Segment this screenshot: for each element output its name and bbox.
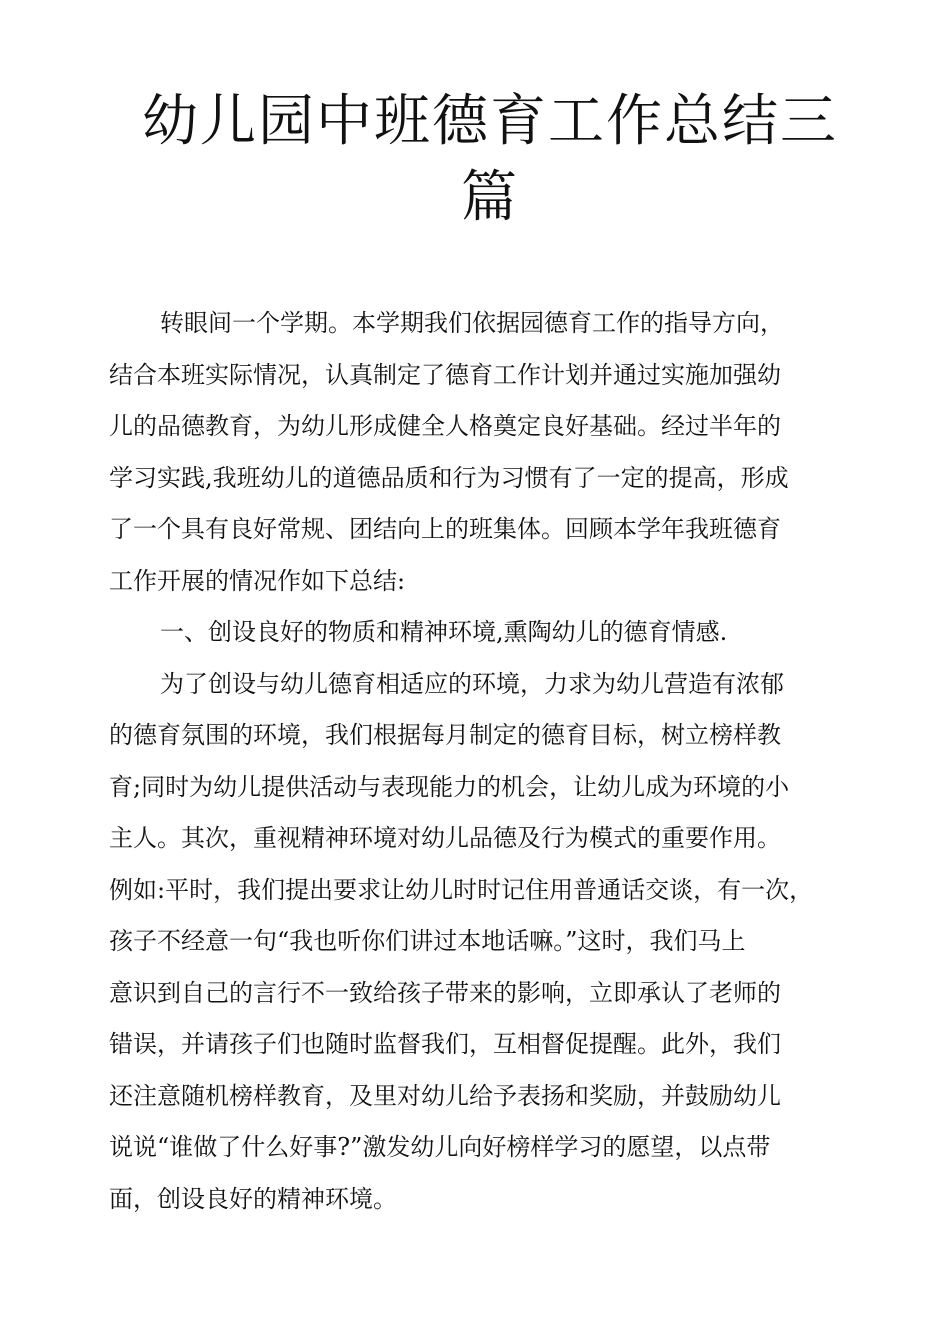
text-line: 儿的品德教育，为幼儿形成健全人格奠定良好基础。经过半年的 [109, 412, 781, 440]
document-body [109, 298, 861, 1225]
section-heading: 一、创设良好的物质和精神环境,熏陶幼儿的德育情感. [160, 618, 728, 646]
text-line: 育;同时为幼儿提供活动与表现能力的机会，让幼儿成为环境的小 [109, 772, 790, 801]
text-line: 的德育氛围的环境，我们根据每月制定的德育目标，树立榜样教 [109, 721, 781, 749]
text-line: 了一个具有良好常规、团结向上的班集体。回顾本学年我班德育 [109, 515, 781, 543]
text-line: 面，创设良好的精神环境。 [109, 1184, 397, 1213]
text-line: 还注意随机榜样教育，及里对幼儿给予表扬和奖励，并鼓励幼儿 [109, 1081, 781, 1110]
text-line: 转眼间一个学期。本学期我们依据园德育工作的指导方向， [160, 309, 784, 337]
text-line: 错误，并请孩子们也随时监督我们，互相督促提醒。此外，我们 [109, 1030, 781, 1058]
text-line: 结合本班实际情况，认真制定了德育工作计划并通过实施加强幼 [109, 360, 781, 389]
text-line: 为了创设与幼儿德育相适应的环境，力求为幼儿营造有浓郁 [160, 669, 784, 698]
document-title: 幼儿园中班德育工作总结三篇 [142, 89, 838, 230]
text-line: 例如:平时，我们提出要求让幼儿时时记住用普通话交谈，有一次， [109, 875, 814, 904]
text-line: 意识到自己的言行不一致给孩子带来的影响，立即承认了老师的 [109, 978, 781, 1007]
text-line: 工作开展的情况作如下总结: [109, 566, 406, 595]
text-line: 孩子不经意一句“我也听你们讲过本地话嘛。”这时，我们马上 [109, 927, 746, 955]
text-line: 主人。其次，重视精神环境对幼儿品德及行为模式的重要作用。 [109, 824, 781, 852]
text-line: 学习实践,我班幼儿的道德品质和行为习惯有了一定的提高，形成 [109, 463, 789, 492]
text-line: 说说“谁做了什么好事?”激发幼儿向好榜样学习的愿望，以点带 [109, 1133, 771, 1161]
